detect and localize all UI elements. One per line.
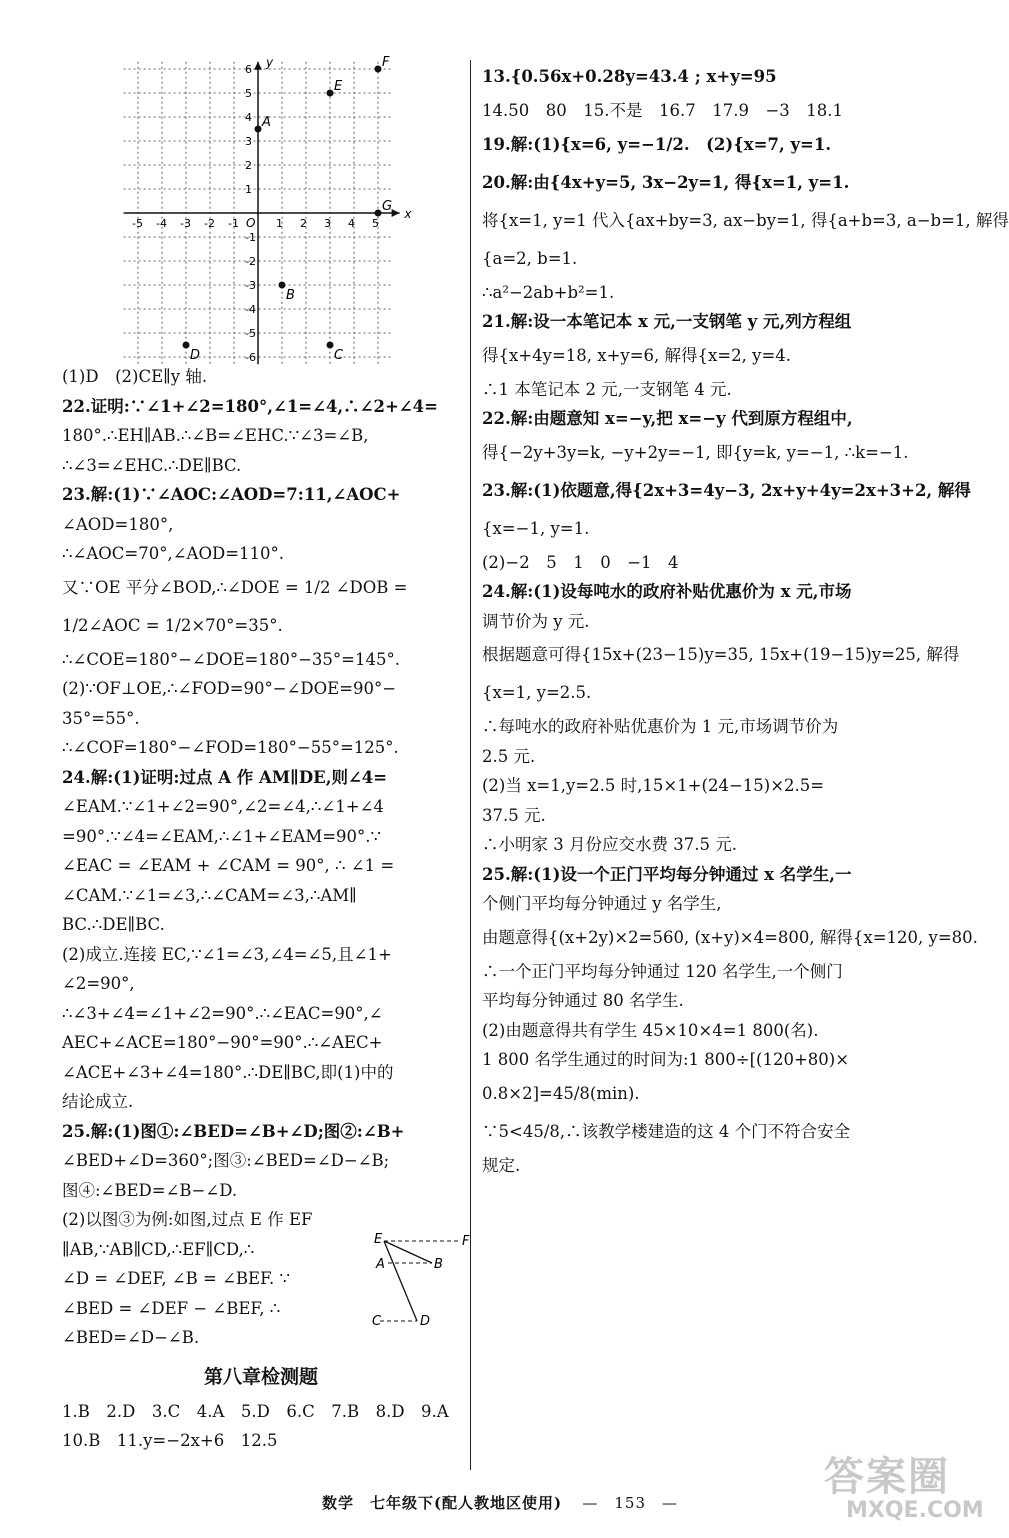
- y-tick-label: 6: [245, 63, 252, 76]
- y-tick-label: -2: [245, 255, 256, 268]
- answer-line: 19.解:(1){x=6, y=−1/2. (2){x=7, y=1.: [482, 134, 832, 154]
- answer-line: 14.50 80 15.不是 16.7 17.9 −3 18.1: [482, 101, 844, 120]
- x-tick-label: -3: [180, 217, 191, 230]
- answer-line: ∴每吨水的政府补贴优惠价为 1 元,市场调节价为: [482, 717, 839, 736]
- watermark-logo-text: 答案圈: [824, 1454, 950, 1500]
- answer-line: ∴∠3=∠EHC.∴DE∥BC.: [62, 455, 242, 475]
- answer-line: ∴一个正门平均每分钟通过 120 名学生,一个侧门: [482, 961, 843, 981]
- x-tick-label: -4: [156, 217, 167, 230]
- answer-line: 1 800 名学生通过的时间为:1 800÷[(120+80)×: [482, 1050, 850, 1069]
- figure-label-b: B: [434, 1257, 443, 1272]
- answer-line: ∠BED = ∠DEF − ∠BEF, ∴: [62, 1298, 281, 1318]
- point-label-d: D: [190, 348, 201, 363]
- answer-line: 35°=55°.: [62, 708, 140, 728]
- y-axis-arrow-icon: [254, 62, 262, 70]
- y-tick-label: 3: [245, 135, 252, 148]
- answer-line: AEC+∠ACE=180°−90°=90°.∴∠AEC+: [62, 1033, 383, 1052]
- answer-line: 2.5 元.: [482, 746, 536, 766]
- answer-line: ∠CAM.∵∠1=∠3,∴∠CAM=∠3,∴AM∥: [62, 885, 357, 905]
- answer-line: 37.5 元.: [482, 805, 546, 825]
- answer-line: 由题意得{(x+2y)×2=560, (x+y)×4=800, 解得{x=120, y=80.: [482, 927, 978, 947]
- point-label-g: G: [382, 199, 393, 214]
- answer-line: 个侧门平均每分钟通过 y 名学生,: [482, 894, 722, 913]
- point-e: [327, 90, 334, 97]
- x-tick-label: 3: [324, 217, 331, 230]
- figure-label-d: D: [420, 1314, 431, 1329]
- y-tick-label: -1: [245, 231, 256, 244]
- site-watermark: [824, 1455, 984, 1535]
- answer-line: (1)D (2)CE∥y 轴.: [62, 367, 208, 386]
- figure-label-a: A: [376, 1257, 385, 1272]
- answer-line: 结论成立.: [62, 1092, 134, 1111]
- point-label-c: C: [334, 348, 344, 363]
- footer-subject: 数学 七年级下(配人教地区使用): [321, 1494, 563, 1512]
- x-tick-label: 5: [372, 217, 379, 230]
- answer-line: 25.解:(1)图①:∠BED=∠B+∠D;图②:∠B+: [62, 1121, 405, 1141]
- answer-line: ∠EAC = ∠EAM + ∠CAM = 90°, ∴ ∠1 =: [62, 856, 395, 875]
- y-tick-label: -6: [245, 351, 256, 364]
- answer-line: 23.解:(1)∵∠AOC:∠AOD=7:11,∠AOC+: [62, 485, 401, 504]
- point-label-a: A: [262, 115, 271, 130]
- answer-line: =90°.∵∠4=∠EAM,∴∠1+∠EAM=90°.∵: [62, 826, 382, 846]
- coordinate-grid-figure: [68, 55, 412, 364]
- parallel-lines-figure: [372, 1233, 482, 1333]
- answer-line: ∠AOD=180°,: [62, 514, 174, 534]
- y-tick-label: 4: [245, 111, 252, 124]
- right-answer-lines: [482, 58, 1009, 1180]
- figure-label-e: E: [374, 1232, 383, 1247]
- answer-line: ∥AB,∵AB∥CD,∴EF∥CD,∴: [62, 1239, 255, 1259]
- answer-line: 规定.: [482, 1155, 521, 1175]
- answer-line: 平均每分钟通过 80 名学生.: [482, 991, 684, 1010]
- answer-line: ∠BED+∠D=360°;图③:∠BED=∠D−∠B;: [62, 1151, 390, 1170]
- answer-line: ∠EAM.∵∠1+∠2=90°,∠2=∠4,∴∠1+∠4: [62, 797, 384, 816]
- answer-line: (2)当 x=1,y=2.5 时,15×1+(24−15)×2.5=: [482, 776, 825, 795]
- chapter-heading: 第八章检测题: [203, 1365, 318, 1388]
- answer-line: 调节价为 y 元.: [482, 611, 590, 631]
- answer-line: 1/2∠AOC = 1/2×70°=35°.: [62, 615, 283, 635]
- answer-line: 20.解:由{4x+y=5, 3x−2y=1, 得{x=1, y=1.: [482, 172, 850, 192]
- watermark-url-text: MXQE.COM: [846, 1498, 984, 1523]
- answer-line: ∴∠AOC=70°,∠AOD=110°.: [62, 544, 285, 563]
- origin-label: O: [246, 216, 256, 230]
- answer-line: 根据题意可得{15x+(23−15)y=35, 15x+(19−15)y=25, 解得: [482, 645, 960, 664]
- answer-line: ∠ACE+∠3+∠4=180°.∴DE∥BC,即(1)中的: [62, 1062, 394, 1082]
- answer-line: ∠BED=∠D−∠B.: [62, 1328, 200, 1347]
- answer-line: ∠D = ∠DEF, ∠B = ∠BEF. ∵: [62, 1269, 290, 1288]
- answer-line: (2)由题意得共有学生 45×10×4=1 800(名).: [482, 1020, 819, 1040]
- answer-line: 24.解:(1)证明:过点 A 作 AM∥DE,则∠4=: [62, 767, 388, 787]
- y-tick-label: -5: [245, 327, 256, 340]
- x-tick-label: -2: [204, 217, 215, 230]
- answer-line: ∵5<45/8,∴该教学楼建造的这 4 个门不符合安全: [482, 1121, 851, 1141]
- answer-line: ∴∠3+∠4=∠1+∠2=90°.∴∠EAC=90°,∠: [62, 1003, 383, 1023]
- answer-line: 22.证明:∵∠1+∠2=180°,∠1=∠4,∴∠2+∠4=: [62, 396, 438, 416]
- answer-line: 13.{0.56x+0.28y=43.4 ; x+y=95: [482, 67, 777, 86]
- point-label-e: E: [334, 79, 343, 94]
- point-a: [255, 126, 262, 133]
- x-tick-label: 2: [300, 217, 307, 230]
- answer-line: ∴a²−2ab+b²=1.: [482, 282, 615, 302]
- answer-line: (2)成立.连接 EC,∵∠1=∠3,∠4=∠5,且∠1+: [62, 944, 392, 964]
- answer-line: {x=−1, y=1.: [482, 518, 590, 538]
- answer-line: 24.解:(1)设每吨水的政府补贴优惠价为 x 元,市场: [482, 582, 852, 601]
- answer-line: ∠2=90°,: [62, 974, 135, 993]
- answer-line: 图④:∠BED=∠B−∠D.: [62, 1180, 238, 1200]
- right-column: [482, 58, 1009, 1180]
- x-tick-label: 4: [348, 217, 355, 230]
- point-c: [327, 342, 334, 349]
- point-b: [279, 282, 286, 289]
- answer-line: 23.解:(1)依题意,得{2x+3=4y−3, 2x+y+4y=2x+3+2, 解得: [482, 480, 971, 500]
- y-tick-label: -4: [245, 303, 256, 316]
- answer-line: 将{x=1, y=1 代入{ax+by=3, ax−by=1, 得{a+b=3, a−b=1, 解得: [482, 210, 1009, 230]
- answer-line: {x=1, y=2.5.: [482, 683, 592, 702]
- page-number: — 153 —: [582, 1494, 679, 1512]
- left-answer-lines: [62, 362, 460, 1353]
- answer-line: 得{−2y+3y=k, −y+2y=−1, 即{y=k, y=−1, ∴k=−1.: [482, 442, 909, 462]
- y-tick-label: 5: [245, 87, 252, 100]
- x-tick-label: -5: [132, 217, 143, 230]
- answer-line: 22.解:由题意知 x=−y,把 x=−y 代到原方程组中,: [482, 409, 853, 428]
- point-label-f: F: [382, 55, 390, 70]
- y-axis-label: y: [266, 55, 274, 70]
- point-d: [183, 342, 190, 349]
- answer-line: 0.8×2]=45/8(min).: [482, 1083, 640, 1103]
- point-g: [375, 210, 382, 217]
- y-tick-label: 2: [245, 159, 252, 172]
- answer-line: ∴1 本笔记本 2 元,一支钢笔 4 元.: [482, 379, 732, 399]
- figure-label-c: C: [372, 1314, 382, 1329]
- x-axis-label: x: [404, 207, 412, 221]
- x-axis-arrow-icon: [392, 209, 400, 217]
- answer-line: 25.解:(1)设一个正门平均每分钟通过 x 名学生,一: [482, 864, 852, 884]
- answer-line: (2)∵OF⊥OE,∴∠FOD=90°−∠DOE=90°−: [62, 679, 397, 698]
- left-column: [62, 55, 470, 1456]
- y-tick-label: -3: [245, 279, 256, 292]
- answer-line: (2)−2 5 1 0 −1 4: [482, 552, 679, 572]
- point-f: [375, 66, 382, 73]
- x-tick-label: 1: [276, 217, 283, 230]
- answer-line: 得{x+4y=18, x+y=6, 解得{x=2, y=4.: [482, 345, 792, 365]
- answers-row-1: 1.B 2.D 3.C 4.A 5.D 6.C 7.B 8.D 9.A: [62, 1401, 449, 1421]
- answer-line: ∴∠COE=180°−∠DOE=180°−35°=145°.: [62, 649, 400, 669]
- y-tick-label: 1: [245, 183, 252, 196]
- answers-row-2: 10.B 11.y=−2x+6 12.5: [62, 1431, 278, 1450]
- answer-line: 又∵OE 平分∠BOD,∴∠DOE = 1/2 ∠DOB =: [62, 577, 408, 597]
- x-tick-label: -1: [228, 217, 239, 230]
- answer-line: ∴小明家 3 月份应交水费 37.5 元.: [482, 835, 737, 854]
- answer-line: 21.解:设一本笔记本 x 元,一支钢笔 y 元,列方程组: [482, 312, 852, 331]
- answer-line: BC.∴DE∥BC.: [62, 915, 165, 934]
- answer-line: {a=2, b=1.: [482, 248, 578, 268]
- figure-label-f: F: [462, 1234, 470, 1249]
- answer-line: 180°.∴EH∥AB.∴∠B=∠EHC.∵∠3=∠B,: [62, 426, 369, 445]
- answer-line: ∴∠COF=180°−∠FOD=180°−55°=125°.: [62, 738, 399, 757]
- answer-line: (2)以图③为例:如图,过点 E 作 EF: [62, 1210, 313, 1229]
- point-label-b: B: [286, 288, 295, 303]
